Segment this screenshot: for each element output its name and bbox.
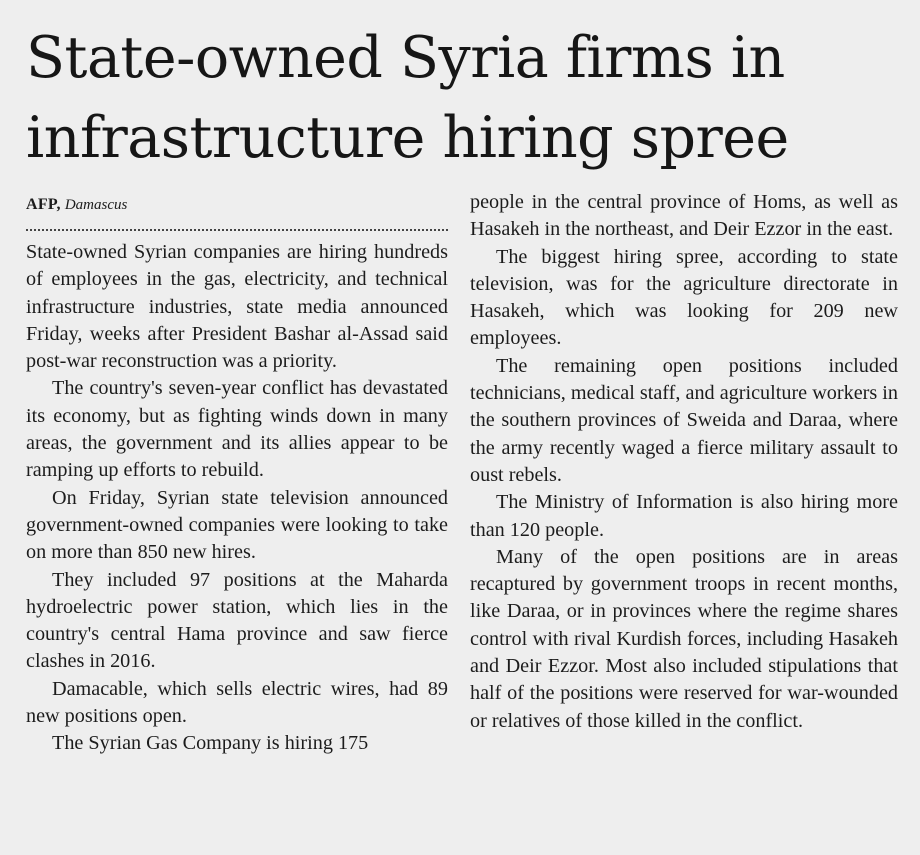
column-left	[26, 190, 448, 758]
paragraph: State-owned Syrian companies are hiring hundreds of employees in the gas, electricity, and technical infrastructure industries, state media announced Friday, weeks after President Bashar al-Assad said post-war reconstruction was a priority.	[26, 241, 448, 373]
byline-divider	[26, 229, 448, 231]
paragraph: The country's seven-year conflict has devastated its economy, but as fighting winds down in many areas, the government and its allies appear to be ramping up efforts to rebuild.	[26, 377, 448, 482]
paragraph: On Friday, Syrian state television announced government-owned companies were looking to take on more than 850 new hires.	[26, 486, 448, 564]
paragraph: Damacable, which sells electric wires, had 89 new positions open.	[26, 677, 448, 728]
paragraph: The biggest hiring spree, according to state television, was for the agriculture directorate in Hasakeh, which was looking for 209 new employees.	[470, 245, 898, 350]
byline	[26, 190, 448, 220]
headline-line-2: infrastructure hiring spree	[26, 105, 789, 171]
paragraph: people in the central province of Homs, as well as Hasakeh in the northeast, and Deir Ezzor in the east.	[470, 191, 898, 241]
byline-agency: AFP,	[26, 196, 61, 213]
paragraph: The Syrian Gas Company is hiring 175	[52, 732, 369, 755]
headline-line-1: State-owned Syria firms in	[26, 25, 785, 91]
column-right	[470, 189, 898, 735]
paragraph: Many of the open positions are in areas recaptured by government troops in recent months, like Daraa, or in provinces where the regime shares control with rival Kurdish forces, including Hasakeh and Deir Ezzor. Most also included stipulations that half of the positions were reserved for war-wounded or relatives of those killed in the conflict.	[470, 545, 898, 732]
paragraph: They included 97 positions at the Maharda hydroelectric power station, which lies in the country's central Hama province and saw fierce clashes in 2016.	[26, 568, 448, 673]
byline-place: Damascus	[64, 197, 128, 213]
paragraph: The remaining open positions included technicians, medical staff, and agriculture workers in the southern provinces of Sweida and Daraa, where the army recently waged a fierce military assault to oust rebels.	[470, 354, 898, 486]
headline	[26, 18, 906, 178]
paragraph: The Ministry of Information is also hiring more than 120 people.	[470, 491, 898, 541]
